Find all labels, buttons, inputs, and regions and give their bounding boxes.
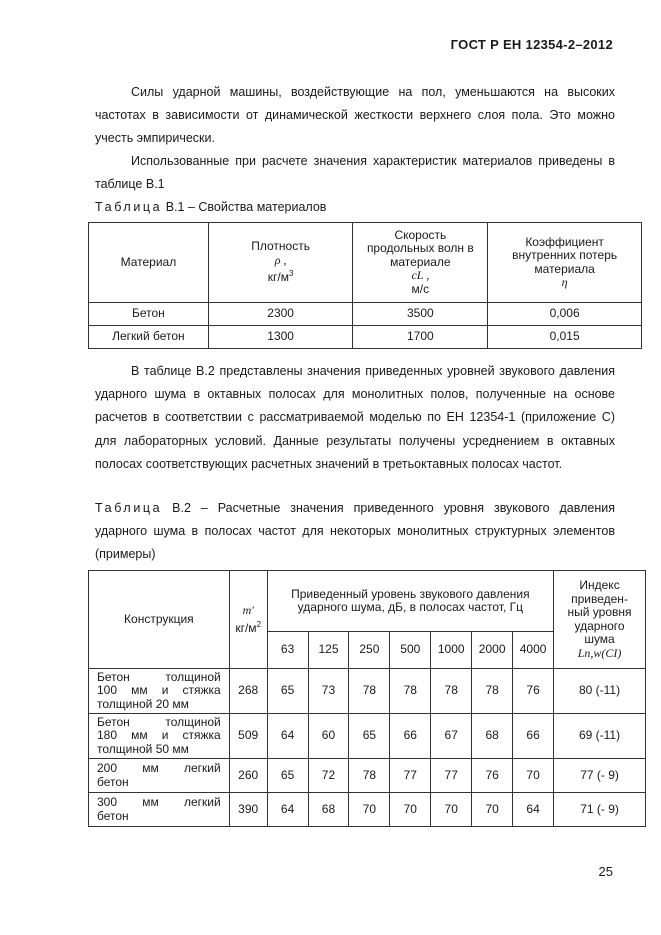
t1-density-unit: кг/м: [267, 270, 289, 285]
t2-cell-value: 78: [431, 669, 472, 714]
t2-cell-construction: [89, 714, 230, 759]
materials-table: [88, 222, 642, 349]
table2-caption-prefix: Таблица: [95, 501, 163, 515]
t2-cell-value: 78: [349, 759, 390, 793]
t2-cell-index: 69 (-11): [554, 714, 646, 759]
t1-cell-material: Легкий бетон: [89, 326, 209, 349]
paragraph-3: В таблице В.2 представлены значения приведенных уровней звукового давления ударного шума в октавных полосах для монолитных полов, полученные на основе расчетов в соответствии с рассматриваемой моделью по ЕН 12354-1 (приложение С) для лабораторных условий. Данные результаты получены усреднением в октавных полосах соответствующих расчетных значений в третьоктавных полосах частот.: [95, 364, 615, 471]
t2-header-mass: [229, 571, 267, 669]
t2-cell-mass: 390: [229, 793, 267, 827]
page-number: 25: [598, 864, 613, 879]
t1-speed-symbol: cL ,: [411, 268, 430, 283]
t2-cell-value: 64: [267, 793, 308, 827]
t2-cell-value: 72: [308, 759, 349, 793]
t2-construction-line: Бетон толщиной: [97, 669, 221, 684]
t2-cell-value: 70: [349, 793, 390, 827]
t2-cell-construction: [89, 669, 230, 714]
t2-construction-line: 100 мм и стяжка: [97, 683, 221, 698]
t2-cell-value: 65: [267, 669, 308, 714]
t2-freq-header: 4000: [513, 632, 554, 669]
table-row: [89, 714, 646, 759]
t2-index-line-1: Индекс: [579, 578, 620, 592]
t2-index-symbol: Ln,w(CI): [577, 645, 622, 660]
t2-header-index: [554, 571, 646, 669]
t2-index-line-2: приведен-: [571, 591, 628, 606]
table2-header-row-1: [89, 571, 646, 632]
t1-density-symbol: ρ ,: [274, 252, 287, 267]
t2-cell-value: 67: [431, 714, 472, 759]
table1-caption-rest: В.1 – Свойства материалов: [162, 200, 327, 214]
t2-mass-symbol: m': [242, 603, 254, 617]
t2-construction-line: Бетон толщиной: [97, 714, 221, 729]
t2-cell-value: 78: [472, 669, 513, 714]
t2-cell-value: 77: [390, 759, 431, 793]
t1-speed-unit: м/с: [411, 281, 430, 296]
t2-cell-value: 76: [472, 759, 513, 793]
t2-freq-header: 1000: [431, 632, 472, 669]
t2-header-level-title: Приведенный уровень звукового давления ударного шума, дБ, в полосах частот, Гц: [267, 571, 553, 632]
t2-cell-value: 78: [390, 669, 431, 714]
t2-cell-value: 70: [472, 793, 513, 827]
t2-cell-index: 77 (- 9): [554, 759, 646, 793]
t1-cell-material: Бетон: [89, 303, 209, 326]
t2-cell-construction: [89, 793, 230, 827]
t1-cell-density: 2300: [208, 303, 353, 326]
t2-cell-value: 70: [513, 759, 554, 793]
t1-header-speed: [353, 223, 488, 303]
t2-cell-value: 70: [390, 793, 431, 827]
t2-index-line-5: шума: [584, 632, 615, 646]
t2-mass-unit-line: $кг/м^2$: [235, 619, 262, 635]
t2-cell-value: 76: [513, 669, 554, 714]
t2-cell-construction: [89, 759, 230, 793]
table-row: [89, 759, 646, 793]
t2-cell-value: 64: [513, 793, 554, 827]
t1-speed-name-1: Скорость: [394, 227, 447, 242]
t2-construction-line: 180 мм и стяжка: [97, 728, 221, 743]
table-row: [89, 793, 646, 827]
document-header: ГОСТ Р ЕН 12354-2–2012: [450, 37, 613, 52]
t1-density-unit-line: $кг/м^3$: [267, 269, 294, 285]
t1-cell-speed: 1700: [353, 326, 488, 349]
paragraph-2: Использованные при расчете значения характеристик материалов приведены в таблице В.1: [95, 154, 615, 192]
t2-construction-line: 300 мм легкий: [97, 795, 221, 809]
t2-cell-value: 64: [267, 714, 308, 759]
t1-density-name: Плотность: [251, 239, 310, 254]
paragraph-1: Силы ударной машины, воздействующие на пол, уменьшаются на высоких частотах в зависимости от динамической жесткости верхнего слоя пола. Это можно учесть эмпирически.: [95, 85, 615, 146]
table-row: [89, 303, 642, 326]
table2-caption-rest: В.2 – Расчетные значения приведенного уровня звукового давления ударного шума в полосах частот для некоторых монолитных структурных элементов (примеры): [95, 501, 615, 561]
t2-index-line-4: ударного: [574, 618, 625, 633]
table2-caption: [95, 497, 615, 566]
t1-loss-name-3: материала: [534, 261, 595, 276]
table-row: [89, 326, 642, 349]
t2-cell-value: 65: [267, 759, 308, 793]
t2-cell-index: 80 (-11): [554, 669, 646, 714]
t2-freq-header: 125: [308, 632, 349, 669]
t1-loss-name-2: внутренних потерь: [512, 248, 618, 262]
t2-cell-value: 78: [349, 669, 390, 714]
t2-construction-line: бетон: [97, 774, 129, 789]
table-row: [89, 669, 646, 714]
t1-cell-speed: 3500: [353, 303, 488, 326]
t2-construction-line: 200 мм легкий: [97, 761, 221, 775]
t2-cell-value: 73: [308, 669, 349, 714]
table1-caption-prefix: Таблица: [95, 200, 163, 214]
t2-mass-unit: кг/м: [235, 620, 257, 635]
t2-cell-mass: 268: [229, 669, 267, 714]
t1-speed-name-3: материале: [390, 254, 451, 269]
t1-cell-density: 1300: [208, 326, 353, 349]
t1-cell-loss: 0,015: [488, 326, 642, 349]
t2-construction-line: толщиной 50 мм: [97, 741, 189, 756]
t1-speed-name-2: продольных волн в: [366, 241, 474, 256]
t2-construction-line: толщиной 20 мм: [97, 696, 189, 711]
table1-caption: [95, 196, 615, 219]
t2-cell-value: 68: [472, 714, 513, 759]
t1-header-material: Материал: [89, 223, 209, 303]
t2-cell-value: 77: [431, 759, 472, 793]
t2-cell-mass: 260: [229, 759, 267, 793]
t2-freq-header: 250: [349, 632, 390, 669]
t2-cell-value: 60: [308, 714, 349, 759]
impact-noise-table: [88, 570, 646, 827]
t2-construction-line: бетон: [97, 808, 129, 823]
t2-cell-value: 68: [308, 793, 349, 827]
t2-header-construction: Конструкция: [89, 571, 230, 669]
t1-loss-symbol: η: [561, 275, 568, 289]
t2-cell-value: 65: [349, 714, 390, 759]
t2-cell-index: 71 (- 9): [554, 793, 646, 827]
t2-cell-value: 70: [431, 793, 472, 827]
t1-loss-name-1: Коэффициент: [525, 234, 604, 249]
t2-freq-header: 500: [390, 632, 431, 669]
t1-cell-loss: 0,006: [488, 303, 642, 326]
t1-header-density: [208, 223, 353, 303]
t2-cell-mass: 509: [229, 714, 267, 759]
t1-header-loss: [488, 223, 642, 303]
t2-cell-value: 66: [513, 714, 554, 759]
t2-index-line-3: ный уровня: [567, 605, 632, 619]
t2-freq-header: 63: [267, 632, 308, 669]
t2-cell-value: 66: [390, 714, 431, 759]
t2-freq-header: 2000: [472, 632, 513, 669]
table1-header-row: [89, 223, 642, 303]
